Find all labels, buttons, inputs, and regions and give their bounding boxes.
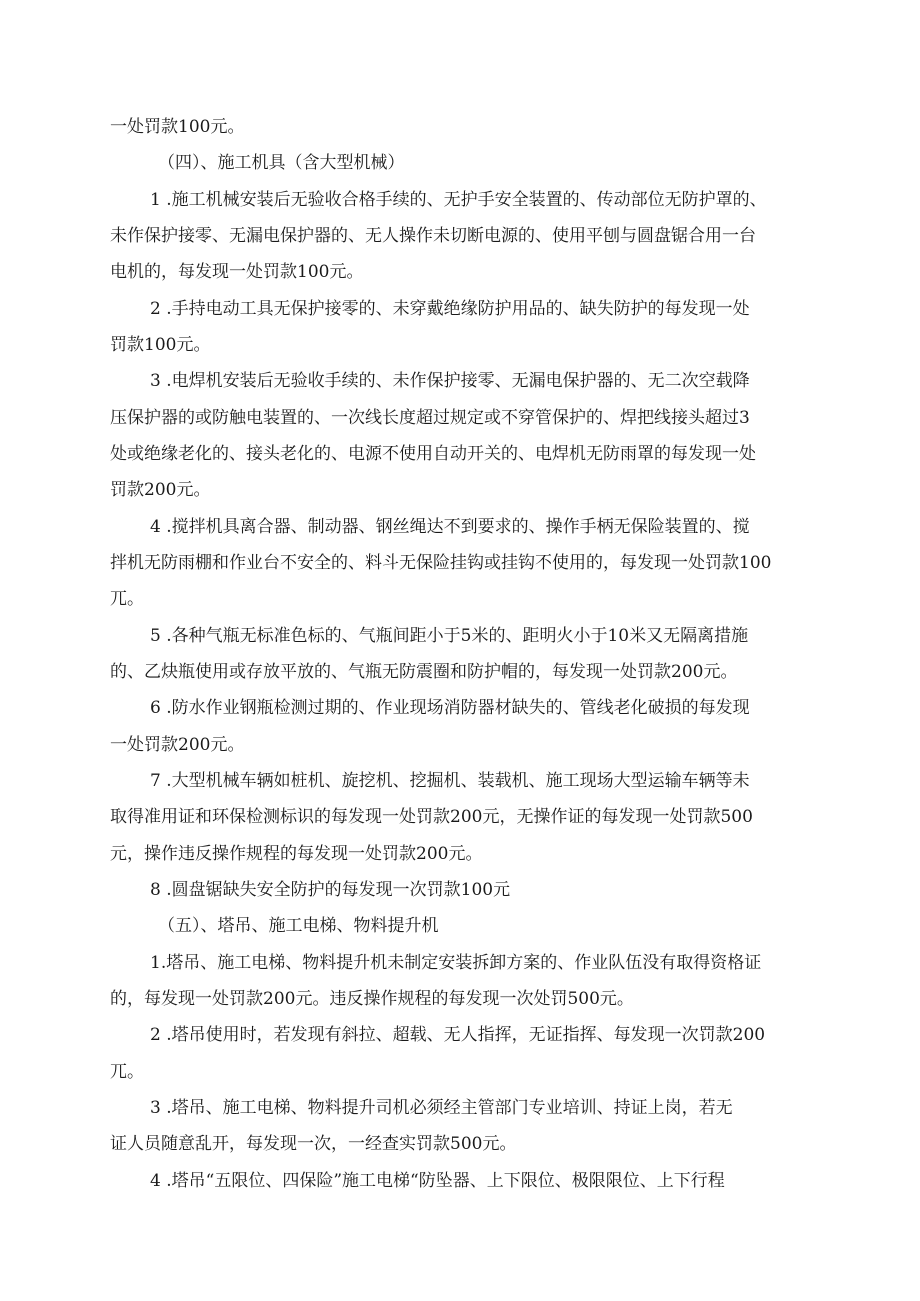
text-line: 8 .圆盘锯缺失安全防护的每发现一次罚款100元 xyxy=(150,880,511,900)
text-line: 罚款200元。 xyxy=(110,480,211,500)
section-heading: （四）、施工机具（含大型机械） xyxy=(158,153,405,173)
text-line: 电机的，每发现一处罚款100元。 xyxy=(110,262,364,282)
text-line: 3 .电焊机安装后无验收手续的、未作保护接零、无漏电保护器的、无二次空载降 xyxy=(150,371,750,391)
text-line: 的，每发现一处罚款200元。违反操作规程的每发现一次处罚500元。 xyxy=(110,989,634,1009)
text-line: 一处罚款200元。 xyxy=(110,735,245,755)
text-line: 6 .防水作业钢瓶检测过期的、作业现场消防器材缺失的、管线老化破损的每发现 xyxy=(150,698,750,718)
text-line: 拌机无防雨棚和作业台不安全的、料斗无保险挂钩或挂钩不使用的，每发现一处罚款100 xyxy=(110,553,772,573)
text-line: 5 .各种气瓶无标准色标的、气瓶间距小于5米的、距明火小于10米又无隔离措施 xyxy=(150,626,749,646)
text-line: 1.塔吊、施工电梯、物料提升机未制定安装拆卸方案的、作业队伍没有取得资格证 xyxy=(150,953,762,973)
text-line: 1 .施工机械安装后无验收合格手续的、无护手安全装置的、传动部位无防护罩的、 xyxy=(150,190,767,210)
text-line: 元，操作违反操作规程的每发现一处罚款200元。 xyxy=(110,844,483,864)
text-line: 取得准用证和环保检测标识的每发现一处罚款200元，无操作证的每发现一处罚款500 xyxy=(110,807,753,827)
text-line: 一处罚款100元。 xyxy=(110,117,245,137)
text-line: 2 .塔吊使用时，若发现有斜拉、超载、无人指挥，无证指挥、每发现一次罚款200 xyxy=(150,1025,766,1045)
text-line: 4 .搅拌机具离合器、制动器、钢丝绳达不到要求的、操作手柄无保险装置的、搅 xyxy=(150,517,750,537)
section-heading: （五）、塔吊、施工电梯、物料提升机 xyxy=(158,916,439,936)
text-line: 的、乙炔瓶使用或存放平放的、气瓶无防震圈和防护帽的，每发现一处罚款200元。 xyxy=(110,662,738,682)
text-line: 罚款100元。 xyxy=(110,335,211,355)
text-line: 4 .塔吊“五限位、四保险”施工电梯“防坠器、上下限位、极限限位、上下行程 xyxy=(150,1171,725,1191)
text-line: 未作保护接零、无漏电保护器的、无人操作未切断电源的、使用平刨与圆盘锯合用一台 xyxy=(110,226,756,246)
text-line: 3 .塔吊、施工电梯、物料提升司机必须经主管部门专业培训、持证上岗，若无 xyxy=(150,1098,733,1118)
text-line: 2 .手持电动工具无保护接零的、未穿戴绝缘防护用品的、缺失防护的每发现一处 xyxy=(150,299,750,319)
text-line: 兀。 xyxy=(110,589,144,609)
text-line: 7 .大型机械车辆如桩机、旋挖机、挖掘机、装载机、施工现场大型运输车辆等未 xyxy=(150,771,750,791)
text-line: 压保护器的或防触电装置的、一次线长度超过规定或不穿管保护的、焊把线接头超过3 xyxy=(110,408,750,428)
text-line: 处或绝缘老化的、接头老化的、电源不使用自动开关的、电焊机无防雨罩的每发现一处 xyxy=(110,444,756,464)
text-line: 兀。 xyxy=(110,1062,144,1082)
text-line: 证人员随意乱开，每发现一次，一经查实罚款500元。 xyxy=(110,1134,517,1154)
